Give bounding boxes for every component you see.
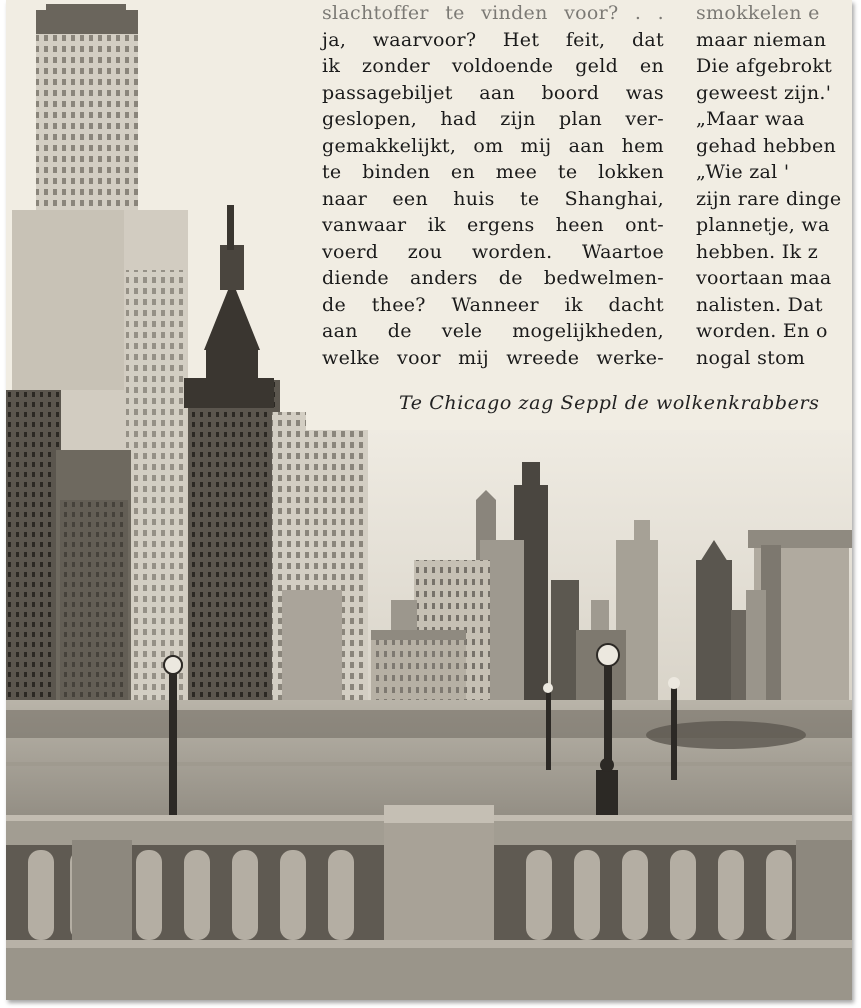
text-line: gemakkelijkt, om mij aan hem — [322, 134, 664, 157]
text-line: zijn rare dinge — [696, 187, 842, 210]
text-line: voortaan maa — [696, 267, 832, 289]
text-line: passagebiljet aan boord was — [322, 81, 664, 104]
dark-building-far-left — [6, 390, 61, 730]
text-line: welke voor mij wreede werke- — [322, 346, 664, 369]
text-line: voerd zou worden. Waartoe — [322, 240, 664, 263]
text-line: geslopen, had zijn plan ver- — [322, 108, 664, 130]
photo-caption: Te Chicago zag Seppl de wolkenkrabbers — [399, 392, 820, 414]
text-line: nogal stom — [696, 346, 806, 369]
text-line: Die afgebrokt — [696, 55, 833, 77]
text-line: ja, waarvoor? Het feit, dat — [322, 28, 664, 51]
text-line: diende anders de bedwelmen- — [322, 267, 664, 289]
pedestrian — [596, 770, 618, 820]
text-line: geweest zijn.' — [696, 81, 832, 104]
text-line: „Wie zal ' — [696, 161, 790, 183]
text-line: maar nieman — [696, 28, 827, 51]
text-line: nalisten. Dat — [696, 293, 823, 316]
stone-balustrade — [6, 805, 852, 1000]
text-line: hebben. Ik z — [696, 240, 819, 263]
text-line: ik zonder voldoende geld en — [322, 55, 664, 77]
text-line: „Maar waa — [696, 108, 805, 130]
text-line: smokkelen e — [696, 2, 820, 24]
text-line: vanwaar ik ergens heen ont- — [322, 214, 664, 236]
text-line: aan de vele mogelijkheden, — [322, 320, 664, 342]
article-main-column — [322, 0, 664, 371]
article-side-column — [696, 0, 852, 371]
text-line: slachtoffer te vinden voor? . . — [322, 2, 664, 24]
text-line: de thee? Wanneer ik dacht — [322, 293, 664, 316]
magazine-page — [6, 0, 852, 1000]
tower-building — [184, 205, 280, 720]
text-line: te binden en mee te lokken — [322, 161, 664, 183]
text-line: gehad hebben — [696, 134, 837, 157]
text-line: naar een huis te Shanghai, — [322, 187, 664, 210]
text-line: worden. En o — [696, 320, 828, 342]
text-line: plannetje, wa — [696, 214, 830, 236]
